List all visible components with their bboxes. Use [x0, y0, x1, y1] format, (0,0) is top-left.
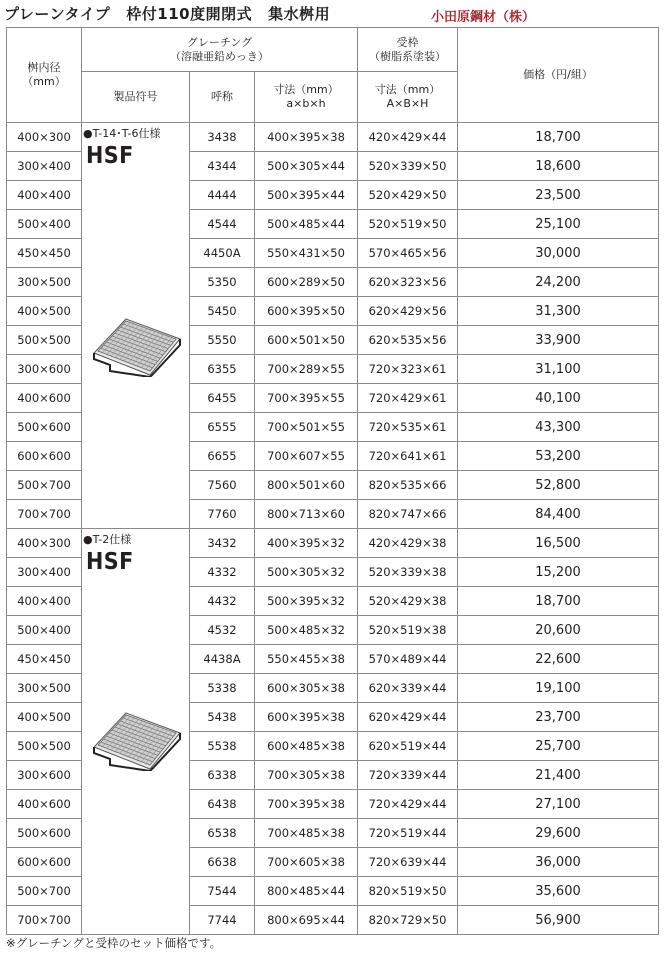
cell-size: 500×400 [7, 616, 82, 645]
cell-price: 25,700 [458, 732, 659, 761]
cell-frame-dims: 720×641×61 [358, 442, 458, 471]
cell-size: 400×300 [7, 529, 82, 558]
cell-size: 500×700 [7, 471, 82, 500]
page-title [4, 3, 330, 24]
cell-price: 21,400 [458, 761, 659, 790]
cell-size: 450×450 [7, 645, 82, 674]
cell-price: 31,300 [458, 297, 659, 326]
cell-size: 600×600 [7, 442, 82, 471]
cell-frame-dims: 720×323×61 [358, 355, 458, 384]
product-image-cell [82, 123, 190, 529]
cell-grating-dims: 500×305×32 [255, 558, 358, 587]
cell-size: 600×600 [7, 848, 82, 877]
cell-price: 20,600 [458, 616, 659, 645]
title-type: プレーンタイプ [4, 5, 111, 23]
cell-frame-dims: 620×429×44 [358, 703, 458, 732]
cell-price: 19,100 [458, 674, 659, 703]
cell-name: 6638 [190, 848, 255, 877]
cell-price: 30,000 [458, 239, 659, 268]
cell-frame-dims: 720×519×44 [358, 819, 458, 848]
cell-frame-dims: 520×519×38 [358, 616, 458, 645]
cell-size: 400×400 [7, 181, 82, 210]
title-mechanism: 枠付110度開閉式 [126, 5, 253, 23]
cell-frame-dims: 620×519×44 [358, 732, 458, 761]
product-code: HSF [86, 549, 134, 575]
cell-size: 300×500 [7, 674, 82, 703]
cell-size: 500×500 [7, 326, 82, 355]
cell-price: 18,700 [458, 587, 659, 616]
header-grating-dims: 寸法（mm） a×b×h [255, 72, 358, 123]
cell-frame-dims: 520×519×50 [358, 210, 458, 239]
cell-name: 5450 [190, 297, 255, 326]
cell-size: 300×600 [7, 761, 82, 790]
cell-size: 500×400 [7, 210, 82, 239]
cell-name: 4332 [190, 558, 255, 587]
cell-grating-dims: 800×713×60 [255, 500, 358, 529]
cell-price: 53,200 [458, 442, 659, 471]
cell-name: 3432 [190, 529, 255, 558]
cell-price: 18,600 [458, 152, 659, 181]
cell-name: 6355 [190, 355, 255, 384]
cell-grating-dims: 600×395×50 [255, 297, 358, 326]
cell-size: 400×600 [7, 790, 82, 819]
cell-grating-dims: 600×289×50 [255, 268, 358, 297]
spec-label: ●T-14･T-6仕様 [83, 127, 161, 140]
cell-size: 500×600 [7, 819, 82, 848]
cell-name: 4532 [190, 616, 255, 645]
cell-price: 23,700 [458, 703, 659, 732]
cell-frame-dims: 720×339×44 [358, 761, 458, 790]
cell-frame-dims: 720×535×61 [358, 413, 458, 442]
cell-size: 400×300 [7, 123, 82, 152]
cell-name: 6338 [190, 761, 255, 790]
cell-grating-dims: 700×605×38 [255, 848, 358, 877]
cell-size: 300×600 [7, 355, 82, 384]
header-price: 価格（円/組） [458, 28, 659, 123]
cell-grating-dims: 700×501×55 [255, 413, 358, 442]
title-usage: 集水桝用 [268, 5, 331, 23]
product-image [90, 311, 182, 377]
cell-grating-dims: 550×431×50 [255, 239, 358, 268]
cell-grating-dims: 700×395×55 [255, 384, 358, 413]
cell-price: 29,600 [458, 819, 659, 848]
cell-grating-dims: 700×485×38 [255, 819, 358, 848]
cell-price: 27,100 [458, 790, 659, 819]
cell-grating-dims: 800×695×44 [255, 906, 358, 935]
cell-grating-dims: 700×289×55 [255, 355, 358, 384]
cell-price: 31,100 [458, 355, 659, 384]
cell-grating-dims: 700×607×55 [255, 442, 358, 471]
cell-grating-dims: 500×305×44 [255, 152, 358, 181]
header-frame-dims: 寸法（mm） A×B×H [358, 72, 458, 123]
brand-name: 小田原鋼材（株） [431, 10, 536, 25]
cell-size: 500×500 [7, 732, 82, 761]
cell-name: 6455 [190, 384, 255, 413]
cell-name: 7544 [190, 877, 255, 906]
header-frame-group: 受枠 （樹脂系塗装） [358, 28, 458, 72]
cell-frame-dims: 420×429×44 [358, 123, 458, 152]
cell-name: 4432 [190, 587, 255, 616]
cell-size: 450×450 [7, 239, 82, 268]
cell-price: 56,900 [458, 906, 659, 935]
cell-frame-dims: 820×729×50 [358, 906, 458, 935]
cell-grating-dims: 600×305×38 [255, 674, 358, 703]
cell-name: 4438A [190, 645, 255, 674]
cell-size: 300×400 [7, 152, 82, 181]
cell-grating-dims: 700×395×38 [255, 790, 358, 819]
grating-with-frame-icon [90, 705, 182, 771]
cell-frame-dims: 520×429×50 [358, 181, 458, 210]
cell-name: 6555 [190, 413, 255, 442]
table-row [7, 123, 659, 152]
cell-grating-dims: 500×395×32 [255, 587, 358, 616]
product-code: HSF [86, 143, 134, 169]
header-grating-group: グレーチング （溶融亜鉛めっき） [82, 28, 358, 72]
cell-frame-dims: 720×429×44 [358, 790, 458, 819]
cell-name: 6655 [190, 442, 255, 471]
cell-name: 5438 [190, 703, 255, 732]
cell-frame-dims: 820×747×66 [358, 500, 458, 529]
cell-size: 700×700 [7, 906, 82, 935]
cell-grating-dims: 500×485×44 [255, 210, 358, 239]
product-image-cell [82, 529, 190, 935]
cell-frame-dims: 570×489×44 [358, 645, 458, 674]
cell-size: 400×400 [7, 587, 82, 616]
cell-price: 33,900 [458, 326, 659, 355]
cell-frame-dims: 720×429×61 [358, 384, 458, 413]
cell-grating-dims: 400×395×32 [255, 529, 358, 558]
cell-price: 36,000 [458, 848, 659, 877]
cell-price: 35,600 [458, 877, 659, 906]
cell-frame-dims: 520×429×38 [358, 587, 458, 616]
footnote: ※グレーチングと受枠のセット価格です。 [6, 936, 222, 950]
cell-grating-dims: 800×485×44 [255, 877, 358, 906]
cell-price: 43,300 [458, 413, 659, 442]
header-product-code: 製品符号 [82, 72, 190, 123]
cell-name: 5538 [190, 732, 255, 761]
cell-frame-dims: 420×429×38 [358, 529, 458, 558]
cell-name: 4450A [190, 239, 255, 268]
cell-frame-dims: 520×339×50 [358, 152, 458, 181]
cell-name: 7560 [190, 471, 255, 500]
cell-name: 7760 [190, 500, 255, 529]
cell-price: 16,500 [458, 529, 659, 558]
header-size: 桝内径 （mm） [7, 28, 82, 123]
cell-size: 300×400 [7, 558, 82, 587]
cell-size: 400×500 [7, 297, 82, 326]
cell-name: 4344 [190, 152, 255, 181]
price-table [6, 27, 659, 935]
cell-name: 4444 [190, 181, 255, 210]
grating-with-frame-icon [90, 311, 182, 377]
cell-price: 22,600 [458, 645, 659, 674]
cell-grating-dims: 600×501×50 [255, 326, 358, 355]
cell-name: 3438 [190, 123, 255, 152]
cell-frame-dims: 620×339×44 [358, 674, 458, 703]
cell-price: 24,200 [458, 268, 659, 297]
cell-price: 25,100 [458, 210, 659, 239]
cell-grating-dims: 600×395×38 [255, 703, 358, 732]
cell-grating-dims: 550×455×38 [255, 645, 358, 674]
spec-label: ●T-2仕様 [83, 533, 132, 546]
cell-frame-dims: 620×429×56 [358, 297, 458, 326]
cell-size: 500×700 [7, 877, 82, 906]
cell-frame-dims: 520×339×38 [358, 558, 458, 587]
cell-grating-dims: 700×305×38 [255, 761, 358, 790]
cell-name: 5550 [190, 326, 255, 355]
cell-frame-dims: 820×535×66 [358, 471, 458, 500]
cell-price: 18,700 [458, 123, 659, 152]
cell-price: 15,200 [458, 558, 659, 587]
cell-size: 400×600 [7, 384, 82, 413]
cell-frame-dims: 620×323×56 [358, 268, 458, 297]
cell-frame-dims: 620×535×56 [358, 326, 458, 355]
cell-name: 5350 [190, 268, 255, 297]
cell-name: 6438 [190, 790, 255, 819]
cell-grating-dims: 800×501×60 [255, 471, 358, 500]
cell-name: 6538 [190, 819, 255, 848]
table-body [7, 123, 659, 935]
cell-name: 4544 [190, 210, 255, 239]
cell-price: 23,500 [458, 181, 659, 210]
table-row [7, 529, 659, 558]
cell-name: 5338 [190, 674, 255, 703]
header-name: 呼称 [190, 72, 255, 123]
cell-frame-dims: 820×519×50 [358, 877, 458, 906]
cell-size: 400×500 [7, 703, 82, 732]
cell-grating-dims: 500×485×32 [255, 616, 358, 645]
cell-price: 84,400 [458, 500, 659, 529]
cell-grating-dims: 400×395×38 [255, 123, 358, 152]
cell-price: 40,100 [458, 384, 659, 413]
cell-grating-dims: 600×485×38 [255, 732, 358, 761]
cell-grating-dims: 500×395×44 [255, 181, 358, 210]
cell-size: 700×700 [7, 500, 82, 529]
cell-size: 500×600 [7, 413, 82, 442]
cell-frame-dims: 720×639×44 [358, 848, 458, 877]
cell-frame-dims: 570×465×56 [358, 239, 458, 268]
product-image [90, 705, 182, 771]
cell-name: 7744 [190, 906, 255, 935]
cell-size: 300×500 [7, 268, 82, 297]
cell-price: 52,800 [458, 471, 659, 500]
